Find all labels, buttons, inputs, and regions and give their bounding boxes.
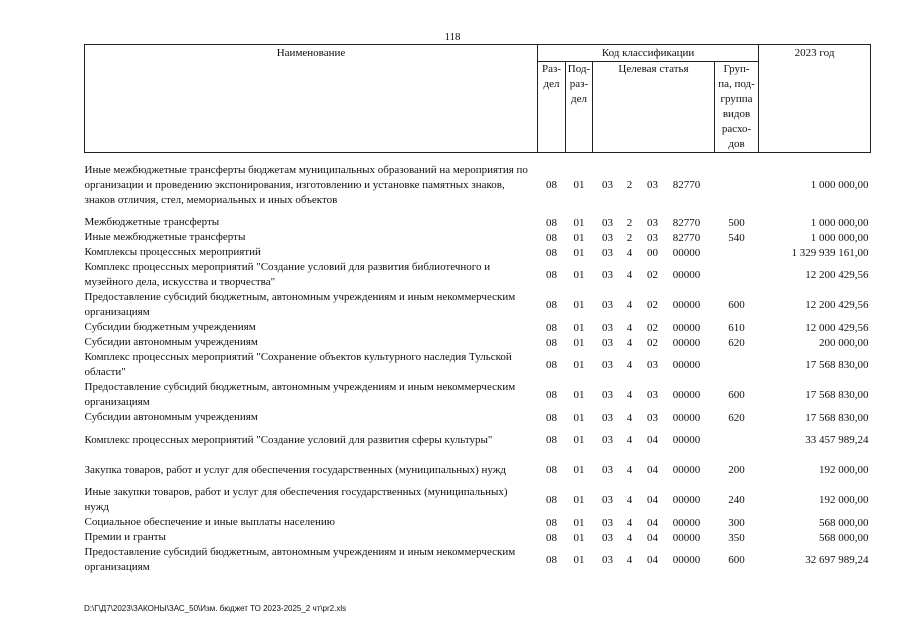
- target-program: 03: [602, 554, 613, 566]
- header-year: 2023 год: [759, 45, 871, 153]
- row-subsection: 01: [573, 531, 585, 544]
- row-target-item: [593, 245, 715, 260]
- row-name: Иные закупки товаров, работ и услуг для обеспечения государственных (муниципальных) нужд: [84, 486, 508, 513]
- target-direction: 00000: [672, 516, 701, 529]
- row-amount: 17 568 830,00: [805, 389, 869, 401]
- target-structure: 04: [647, 516, 658, 529]
- row-expense-group: [715, 245, 759, 260]
- target-direction: 00000: [672, 269, 701, 281]
- page-number: 118: [444, 31, 461, 43]
- header-section: Раз- дел: [538, 62, 566, 153]
- target-program: 03: [602, 246, 613, 259]
- target-direction: 00000: [672, 464, 701, 476]
- target-program: 03: [602, 494, 613, 506]
- target-program: 03: [602, 269, 613, 281]
- target-program: 03: [602, 299, 613, 311]
- row-target-item: [593, 455, 715, 485]
- row-amount: 12 000 429,56: [805, 321, 869, 334]
- row-expense-group: 300: [728, 516, 745, 529]
- target-direction: 00000: [672, 531, 701, 544]
- row-amount: 17 568 830,00: [805, 359, 869, 371]
- row-name: Субсидии автономным учреждениям: [84, 411, 258, 423]
- row-target-item: [593, 410, 715, 425]
- target-structure: 04: [647, 554, 658, 566]
- target-direction: 00000: [672, 554, 701, 566]
- target-structure: 03: [647, 359, 658, 371]
- row-name: Предоставление субсидий бюджетным, автономным учреждениям и иным некоммерческим организациям: [84, 291, 516, 318]
- row-amount: 1 000 000,00: [810, 231, 869, 244]
- row-expense-group: 600: [728, 299, 745, 311]
- table-row: [85, 320, 871, 335]
- row-section: 08: [546, 336, 557, 349]
- row-name: Социальное обеспечение и иные выплаты населению: [84, 516, 336, 528]
- table-body: [85, 153, 871, 576]
- row-subsection: 01: [573, 359, 585, 371]
- row-name: Иные межбюджетные трансферты бюджетам муниципальных образований на мероприятия по организации и проведению экспонирования, изготовлению и установке памятных знаков, знаков отличия, стел, мемориальных и иных объектов: [84, 163, 528, 206]
- row-expense-group: 600: [728, 389, 745, 401]
- target-type: 4: [626, 516, 633, 529]
- row-expense-group: 540: [728, 231, 745, 244]
- target-direction: 00000: [672, 321, 701, 334]
- row-amount: 33 457 989,24: [805, 434, 869, 446]
- row-section: 08: [546, 359, 557, 371]
- row-amount: 32 697 989,24: [805, 554, 869, 566]
- target-direction: 00000: [672, 494, 701, 506]
- table-row: [85, 290, 871, 320]
- row-section: 08: [546, 531, 557, 544]
- table-row: [85, 515, 871, 530]
- row-section: 08: [546, 516, 557, 529]
- row-target-item: [593, 530, 715, 545]
- target-program: 03: [602, 389, 613, 401]
- table-row: [85, 245, 871, 260]
- row-expense-group: [715, 161, 759, 209]
- target-type: 4: [626, 464, 633, 476]
- target-type: 4: [626, 434, 633, 446]
- target-program: 03: [602, 516, 613, 529]
- header-target-item: Целевая статья: [593, 62, 715, 153]
- row-subsection: 01: [573, 299, 585, 311]
- target-structure: 02: [647, 321, 658, 334]
- row-section: 08: [546, 494, 557, 506]
- row-name: Комплекс процессных мероприятий "Создание условий для развития библиотечного и музейного дела, искусства и творчества": [84, 261, 491, 288]
- target-type: 4: [626, 389, 633, 401]
- row-section: 08: [546, 179, 557, 191]
- row-section: 08: [546, 246, 557, 259]
- row-target-item: [593, 380, 715, 410]
- row-section: 08: [546, 554, 557, 566]
- target-structure: 00: [647, 246, 658, 259]
- target-direction: 00000: [672, 434, 701, 446]
- target-direction: 00000: [672, 411, 701, 424]
- target-program: 03: [602, 411, 613, 424]
- target-type: 4: [626, 494, 633, 506]
- row-section: 08: [546, 411, 557, 424]
- row-amount: 12 200 429,56: [805, 299, 869, 311]
- row-amount: 568 000,00: [819, 531, 869, 544]
- target-structure: 04: [647, 434, 658, 446]
- target-direction: 00000: [672, 359, 701, 371]
- row-subsection: 01: [573, 269, 585, 281]
- row-subsection: 01: [573, 494, 585, 506]
- table-row: [85, 215, 871, 230]
- target-type: 4: [626, 321, 633, 334]
- row-name: Предоставление субсидий бюджетным, автономным учреждениям и иным некоммерческим организациям: [84, 381, 516, 408]
- row-section: 08: [546, 434, 557, 446]
- header-classification: Код классификации: [538, 45, 759, 62]
- row-target-item: [593, 425, 715, 455]
- row-section: 08: [546, 464, 557, 476]
- row-subsection: 01: [573, 216, 585, 229]
- target-direction: 82770: [672, 179, 701, 191]
- target-type: 4: [626, 336, 633, 349]
- row-subsection: 01: [573, 179, 585, 191]
- table-row: [85, 545, 871, 575]
- target-structure: 04: [647, 531, 658, 544]
- target-type: 4: [626, 411, 633, 424]
- table-row: [85, 380, 871, 410]
- row-target-item: [593, 260, 715, 290]
- target-direction: 00000: [672, 389, 701, 401]
- row-expense-group: [715, 425, 759, 455]
- header-subsection: Под- раз- дел: [566, 62, 593, 153]
- table-row: [85, 230, 871, 245]
- file-path-footer: D:\Г\Д7\2023\ЗАКОНЫ\ЗАС_50\Изм. бюджет ТО 2023-2025_2 чт\pr2.xls: [84, 604, 347, 613]
- target-structure: 02: [647, 336, 658, 349]
- target-program: 03: [602, 434, 613, 446]
- row-target-item: [593, 350, 715, 380]
- row-target-item: [593, 545, 715, 575]
- target-program: 03: [602, 179, 613, 191]
- row-name: Межбюджетные трансферты: [84, 216, 220, 228]
- row-name: Предоставление субсидий бюджетным, автономным учреждениям и иным некоммерческим организациям: [84, 546, 516, 573]
- target-direction: 00000: [672, 246, 701, 259]
- target-type: 2: [626, 231, 633, 244]
- row-amount: 192 000,00: [819, 494, 869, 506]
- row-expense-group: 620: [728, 411, 745, 424]
- target-program: 03: [602, 321, 613, 334]
- row-name: Закупка товаров, работ и услуг для обеспечения государственных (муниципальных) нужд: [84, 463, 506, 476]
- header-name: Наименование: [85, 45, 538, 153]
- row-name: Субсидии автономным учреждениям: [84, 336, 258, 348]
- table-row: [85, 410, 871, 425]
- row-subsection: 01: [573, 336, 585, 349]
- row-subsection: 01: [573, 516, 585, 529]
- row-name: Комплекс процессных мероприятий "Создание условий для развития сферы культуры": [84, 433, 493, 446]
- target-program: 03: [602, 231, 613, 244]
- table-row: [85, 161, 871, 209]
- target-type: 4: [626, 554, 633, 566]
- row-expense-group: 610: [728, 321, 745, 334]
- row-subsection: 01: [573, 464, 585, 476]
- table-row: [85, 335, 871, 350]
- target-structure: 02: [647, 299, 658, 311]
- row-amount: 1 000 000,00: [810, 216, 869, 229]
- target-type: 4: [626, 359, 633, 371]
- row-name: Иные межбюджетные трансферты: [84, 231, 246, 243]
- target-type: 2: [626, 216, 633, 229]
- target-structure: 03: [647, 179, 658, 191]
- row-section: 08: [546, 389, 557, 401]
- target-type: 4: [626, 269, 633, 281]
- row-target-item: [593, 515, 715, 530]
- header-expense-group: Груп- па, под- группа видов расхо- дов: [715, 62, 759, 153]
- row-section: 08: [546, 216, 557, 229]
- target-type: 2: [626, 179, 633, 191]
- row-name: Премии и гранты: [84, 531, 166, 543]
- target-structure: 04: [647, 464, 658, 476]
- table-row: [85, 425, 871, 455]
- budget-table: [84, 44, 871, 575]
- row-expense-group: 200: [728, 464, 745, 476]
- target-direction: 82770: [672, 216, 701, 229]
- target-type: 4: [626, 246, 633, 259]
- row-expense-group: [715, 350, 759, 380]
- target-structure: 03: [647, 411, 658, 424]
- target-program: 03: [602, 359, 613, 371]
- row-amount: 192 000,00: [819, 464, 869, 476]
- row-amount: 17 568 830,00: [805, 411, 869, 424]
- row-name: Субсидии бюджетным учреждениям: [84, 321, 256, 333]
- target-structure: 04: [647, 494, 658, 506]
- row-target-item: [593, 320, 715, 335]
- target-type: 4: [626, 299, 633, 311]
- row-expense-group: 350: [728, 531, 745, 544]
- target-direction: 00000: [672, 336, 701, 349]
- row-subsection: 01: [573, 554, 585, 566]
- target-program: 03: [602, 336, 613, 349]
- target-structure: 02: [647, 269, 658, 281]
- row-expense-group: [715, 260, 759, 290]
- row-amount: 12 200 429,56: [805, 269, 869, 281]
- row-name: Комплекс процессных мероприятий "Сохранение объектов культурного наследия Тульской области": [84, 351, 512, 378]
- row-subsection: 01: [573, 321, 585, 334]
- target-structure: 03: [647, 389, 658, 401]
- target-direction: 82770: [672, 231, 701, 244]
- row-subsection: 01: [573, 246, 585, 259]
- row-subsection: 01: [573, 411, 585, 424]
- row-subsection: 01: [573, 389, 585, 401]
- row-amount: 568 000,00: [819, 516, 869, 529]
- table-row: [85, 350, 871, 380]
- row-amount: 1 000 000,00: [810, 179, 869, 191]
- table-row: [85, 455, 871, 485]
- row-section: 08: [546, 231, 557, 244]
- target-program: 03: [602, 464, 613, 476]
- row-target-item: [593, 215, 715, 230]
- row-subsection: 01: [573, 434, 585, 446]
- row-expense-group: 500: [728, 216, 745, 229]
- table-row: [85, 485, 871, 515]
- row-amount: 200 000,00: [819, 336, 869, 349]
- target-type: 4: [626, 531, 633, 544]
- target-structure: 03: [647, 231, 658, 244]
- target-direction: 00000: [672, 299, 701, 311]
- row-section: 08: [546, 269, 557, 281]
- table-row: [85, 530, 871, 545]
- row-target-item: [593, 161, 715, 209]
- row-section: 08: [546, 321, 557, 334]
- row-target-item: [593, 335, 715, 350]
- row-amount: 1 329 939 161,00: [791, 246, 869, 259]
- row-expense-group: 600: [728, 554, 745, 566]
- row-target-item: [593, 485, 715, 515]
- row-section: 08: [546, 299, 557, 311]
- table-header: [85, 45, 871, 153]
- target-program: 03: [602, 216, 613, 229]
- table-row: [85, 260, 871, 290]
- row-target-item: [593, 290, 715, 320]
- target-program: 03: [602, 531, 613, 544]
- row-expense-group: 620: [728, 336, 745, 349]
- target-structure: 03: [647, 216, 658, 229]
- row-subsection: 01: [573, 231, 585, 244]
- row-target-item: [593, 230, 715, 245]
- row-name: Комплексы процессных мероприятий: [84, 246, 261, 258]
- row-expense-group: 240: [728, 494, 745, 506]
